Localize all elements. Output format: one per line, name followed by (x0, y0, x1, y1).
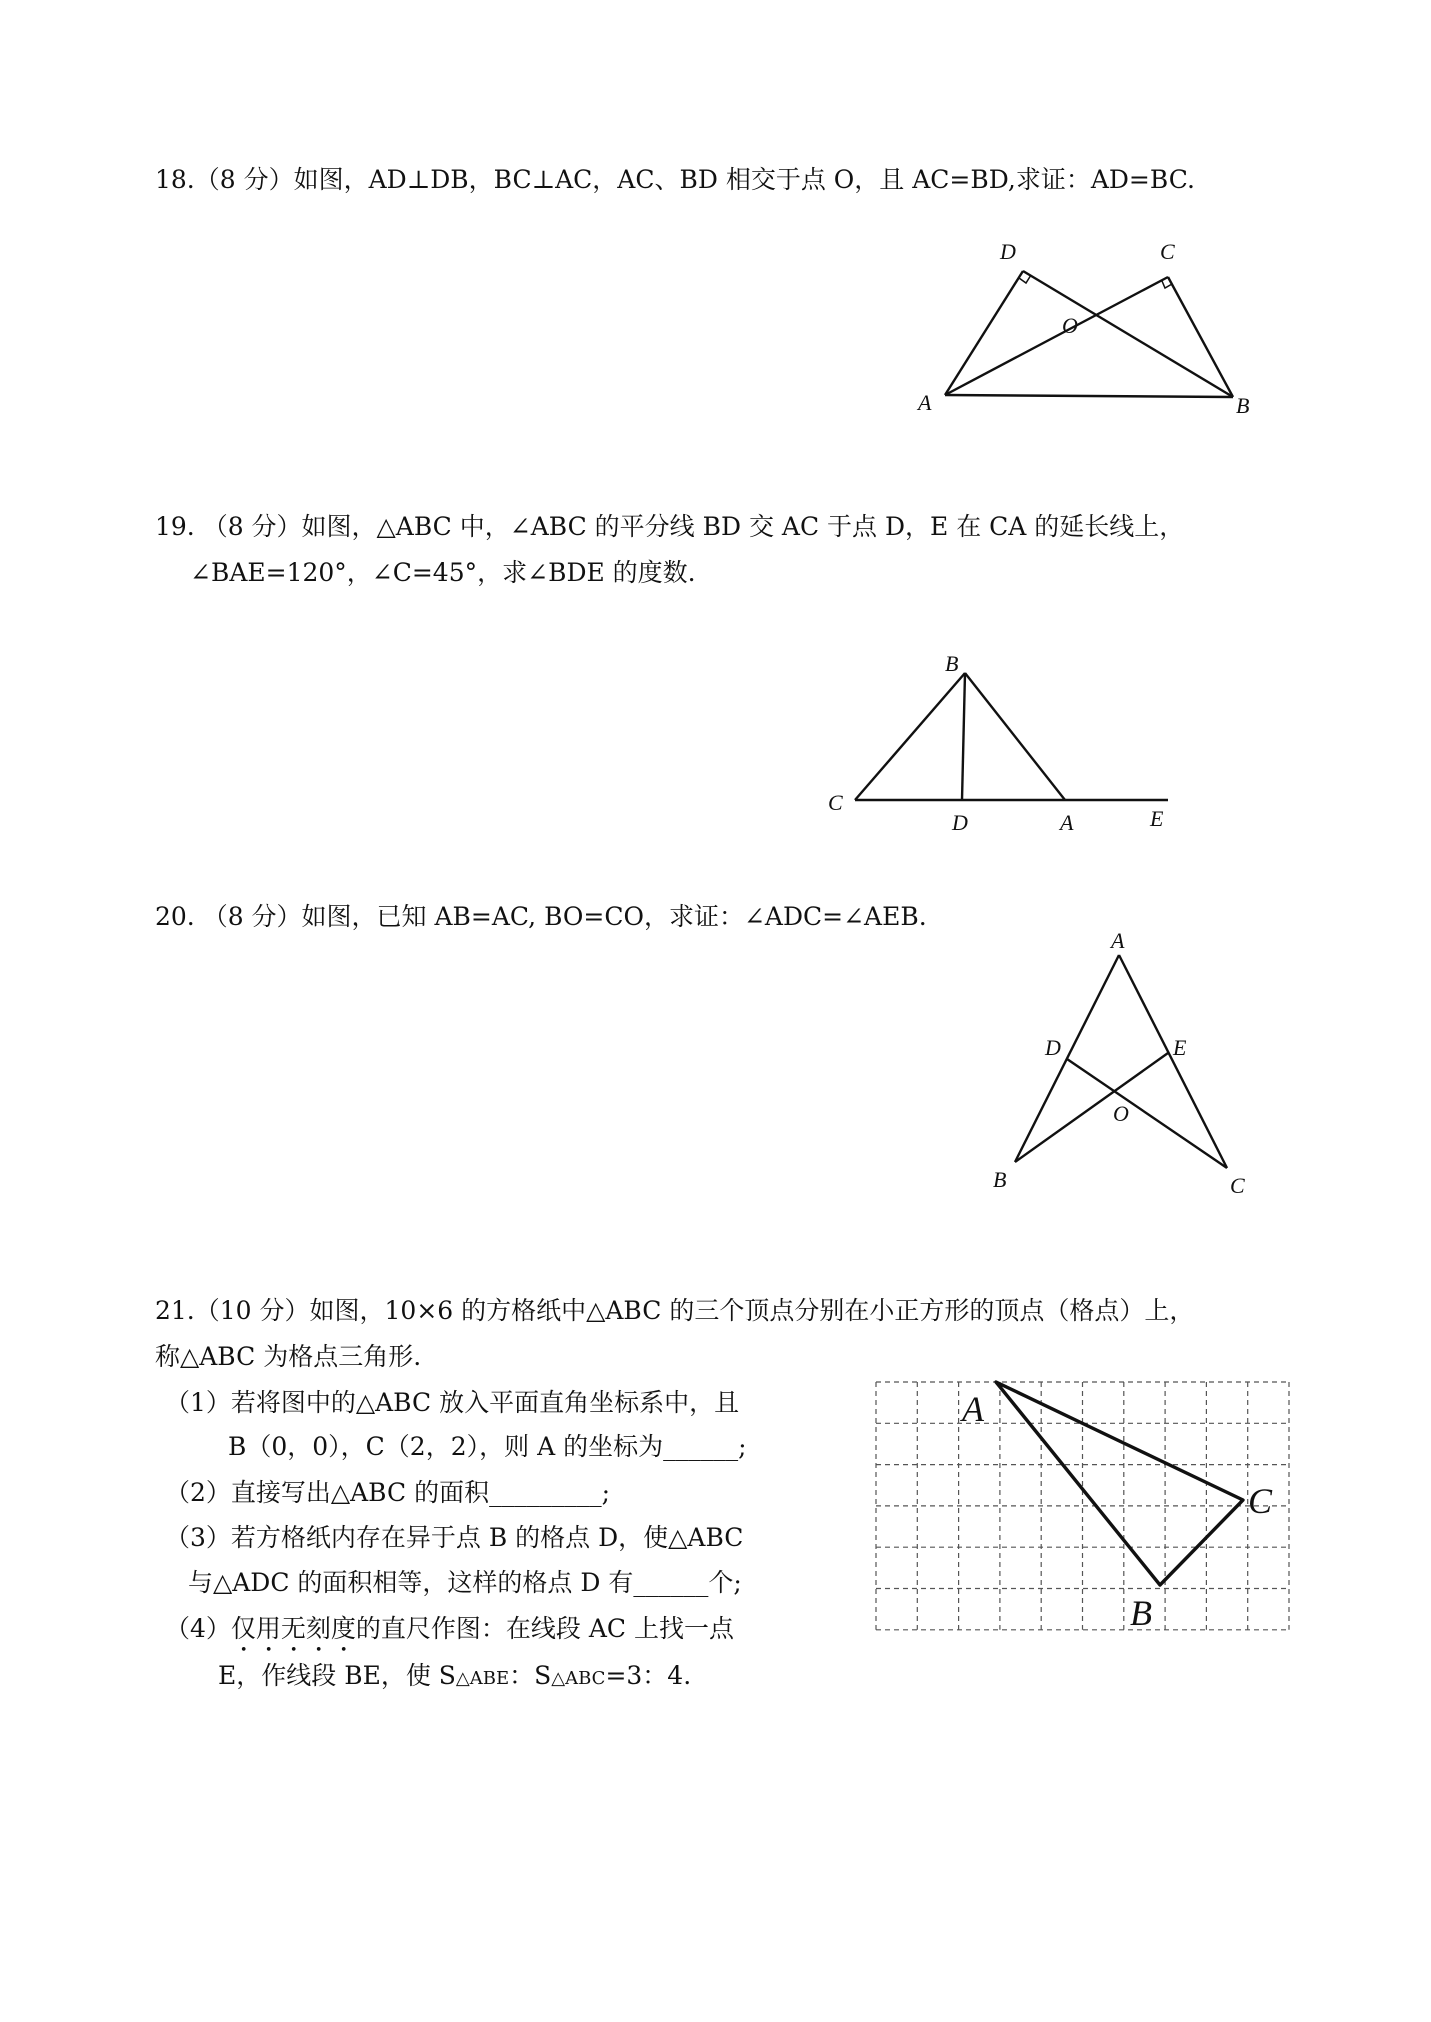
q20-figure (975, 925, 1275, 1205)
label-B: B (945, 651, 959, 676)
q21-part2: （2）直接写出△ABC 的面积_________; (165, 1478, 611, 1507)
segment-BA (965, 673, 1065, 800)
q21-text-line1: 21.（10 分）如图，10×6 的方格纸中△ABC 的三个顶点分别在小正方形的顶点（格点）上， (155, 1296, 1195, 1325)
segment-AC (945, 277, 1168, 395)
label-A: A (1060, 810, 1074, 835)
q21-part1-line1: （1）若将图中的△ABC 放入平面直角坐标系中，且 (165, 1388, 740, 1417)
q21-part4-line2: E，作线段 BE，使 S△ABE：S△ABC=3：4. (218, 1661, 692, 1690)
label-B: B (1130, 1593, 1152, 1633)
q19-text-line2: ∠BAE=120°，∠C=45°，求∠BDE 的度数. (190, 558, 696, 587)
segment-DC (1067, 1059, 1227, 1168)
segment-CB (855, 673, 965, 800)
label-A: A (1111, 928, 1125, 953)
label-C: C (828, 790, 843, 815)
label-B: B (993, 1167, 1007, 1192)
segment-BE (1015, 1053, 1168, 1162)
emphasis-dotted-text: 仅用无刻度 (230, 1614, 356, 1643)
segment-BD (962, 673, 965, 800)
q21-part4-line1: （4）仅用无刻度的直尺作图：在线段 AC 上找一点 (165, 1614, 734, 1643)
q21-text-line2: 称△ABC 为格点三角形. (155, 1342, 422, 1371)
label-C: C (1230, 1173, 1245, 1198)
label-O: O (1113, 1101, 1129, 1126)
q21-grid-figure (870, 1376, 1290, 1636)
q20-text: 20. （8 分）如图，已知 AB=AC, BO=CO，求证：∠ADC=∠AEB. (155, 902, 927, 931)
segment-AC (1119, 955, 1227, 1168)
q21-part3-line2: 与△ADC 的面积相等，这样的格点 D 有______个; (188, 1568, 742, 1597)
segment-AB (1015, 955, 1119, 1162)
q18-text: 18.（8 分）如图，AD⊥DB，BC⊥AC，AC、BD 相交于点 O，且 AC=BD,求证：AD=BC. (155, 165, 1195, 194)
label-C: C (1248, 1481, 1273, 1521)
label-D: D (1000, 239, 1016, 264)
label-A: A (918, 390, 932, 415)
q19-text-line1: 19. （8 分）如图，△ABC 中，∠ABC 的平分线 BD 交 AC 于点 D，E 在 CA 的延长线上， (155, 512, 1185, 541)
segment-AD (945, 271, 1023, 395)
q19-figure (810, 640, 1180, 840)
q21-part1-line2: B（0，0），C（2，2），则 A 的坐标为______; (228, 1432, 747, 1461)
label-D: D (952, 810, 968, 835)
q18-figure (900, 235, 1280, 425)
segment-CB (1168, 277, 1233, 397)
label-C: C (1160, 239, 1175, 264)
segment-AB (945, 395, 1233, 397)
label-E: E (1173, 1035, 1187, 1060)
label-O: O (1062, 313, 1078, 338)
label-E: E (1150, 806, 1164, 831)
q21-part3-line1: （3）若方格纸内存在异于点 B 的格点 D，使△ABC (165, 1523, 744, 1552)
label-B: B (1236, 393, 1250, 418)
label-D: D (1045, 1035, 1061, 1060)
grid-lines (876, 1382, 1289, 1630)
label-A: A (962, 1389, 984, 1429)
segment-DB (1023, 271, 1233, 397)
